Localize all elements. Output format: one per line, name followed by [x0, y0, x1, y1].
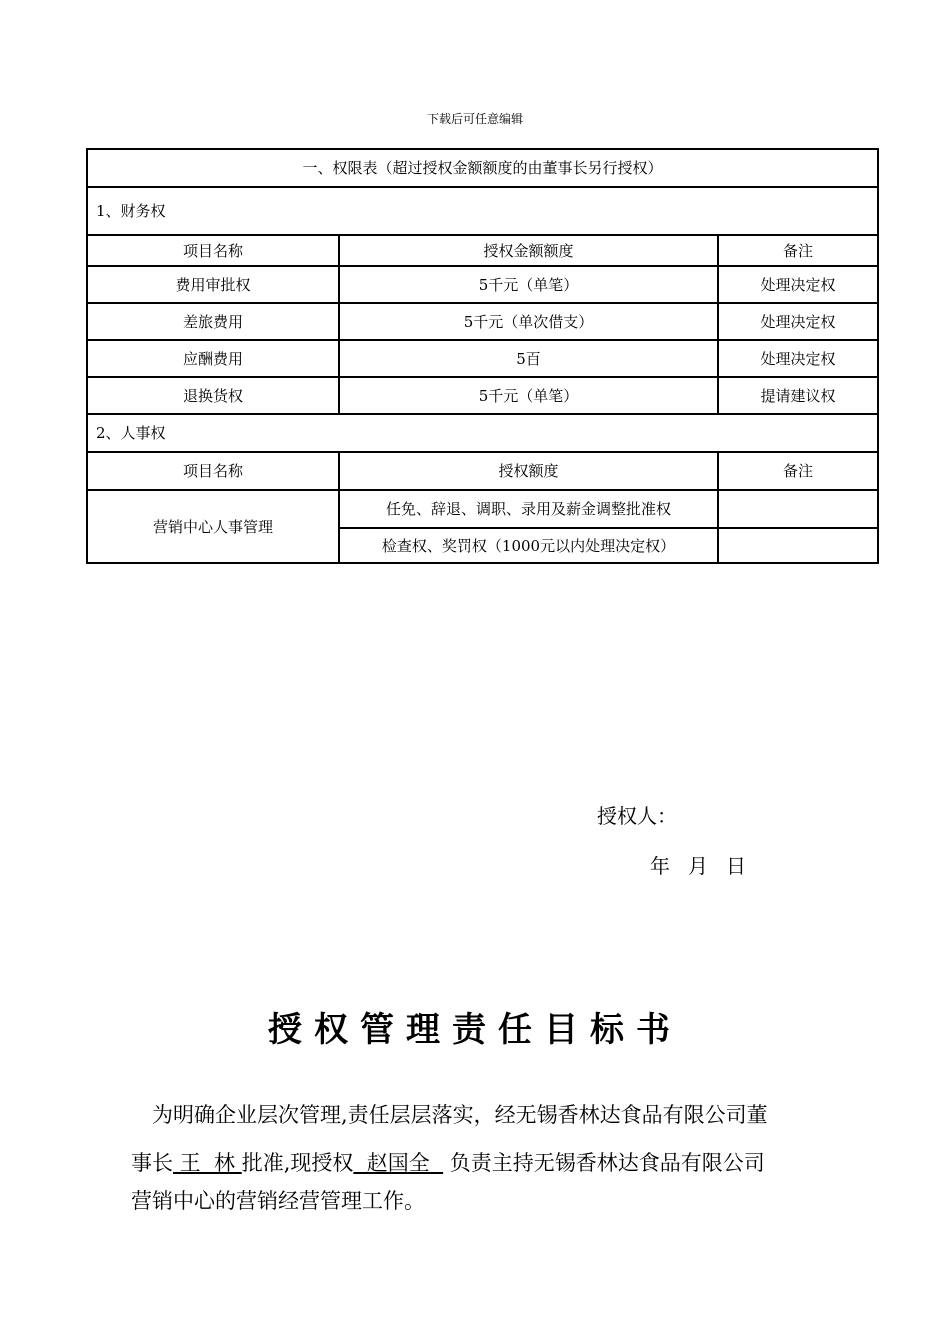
cell-amount: 5百 — [339, 340, 718, 377]
cell-item: 营销中心人事管理 — [87, 490, 339, 563]
cell-item: 差旅费用 — [87, 303, 339, 340]
table-row — [87, 490, 878, 528]
section-finance: 1、财务权 — [87, 187, 878, 235]
table-row — [87, 377, 878, 414]
spacer — [443, 1151, 450, 1175]
cell-amount: 5千元（单笔） — [339, 266, 718, 303]
header-note: 备注 — [718, 452, 878, 490]
authority-table — [86, 148, 879, 564]
cell-item: 费用审批权 — [87, 266, 339, 303]
body-line-2 — [131, 1153, 833, 1191]
cell-note: 处理决定权 — [718, 303, 878, 340]
header-item-name: 项目名称 — [87, 452, 339, 490]
table-header-row — [87, 452, 878, 490]
cell-right: 检查权、奖罚权（1000元以内处理决定权） — [339, 528, 718, 563]
header-amount: 授权金额额度 — [339, 235, 718, 266]
cell-amount: 5千元（单次借支） — [339, 303, 718, 340]
body-line-2-b: 批准,现授权 — [241, 1151, 354, 1175]
section-personnel: 2、人事权 — [87, 414, 878, 452]
document-title: 授权管理责任目标书 — [268, 1010, 682, 1050]
authorizer-label: 授权人： — [597, 804, 677, 828]
body-line-3: 营销中心的营销经营管理工作。 — [131, 1189, 425, 1213]
day-label: 日 — [726, 854, 746, 878]
delegate-name: 赵国全 — [353, 1151, 444, 1175]
table-header-row — [87, 235, 878, 266]
document-body — [131, 1105, 833, 1212]
body-line-2-c: 负责主持无锡香林达食品有限公司 — [449, 1151, 765, 1175]
body-line-2-a: 事长 — [131, 1151, 173, 1175]
cell-note — [718, 528, 878, 563]
header-note: 备注 — [718, 235, 878, 266]
header-item-name: 项目名称 — [87, 235, 339, 266]
date-line — [650, 850, 764, 879]
table-row — [87, 266, 878, 303]
header-note: 下载后可任意编辑 — [426, 112, 523, 126]
cell-right: 任免、辞退、调职、录用及薪金调整批准权 — [339, 490, 718, 528]
body-line-1: 为明确企业层次管理,责任层层落实，经无锡香林达食品有限公司董 — [152, 1103, 768, 1127]
table-row — [87, 340, 878, 377]
year-label: 年 — [650, 854, 670, 878]
cell-item: 退换货权 — [87, 377, 339, 414]
cell-note — [718, 490, 878, 528]
table-row — [87, 303, 878, 340]
table-title: 一、权限表（超过授权金额额度的由董事长另行授权） — [87, 149, 878, 187]
month-label: 月 — [688, 854, 708, 878]
chairman-name: 王 林 — [173, 1151, 242, 1175]
cell-item: 应酬费用 — [87, 340, 339, 377]
header-amount: 授权额度 — [339, 452, 718, 490]
cell-note: 处理决定权 — [718, 266, 878, 303]
cell-amount: 5千元（单笔） — [339, 377, 718, 414]
cell-note: 提请建议权 — [718, 377, 878, 414]
cell-note: 处理决定权 — [718, 340, 878, 377]
